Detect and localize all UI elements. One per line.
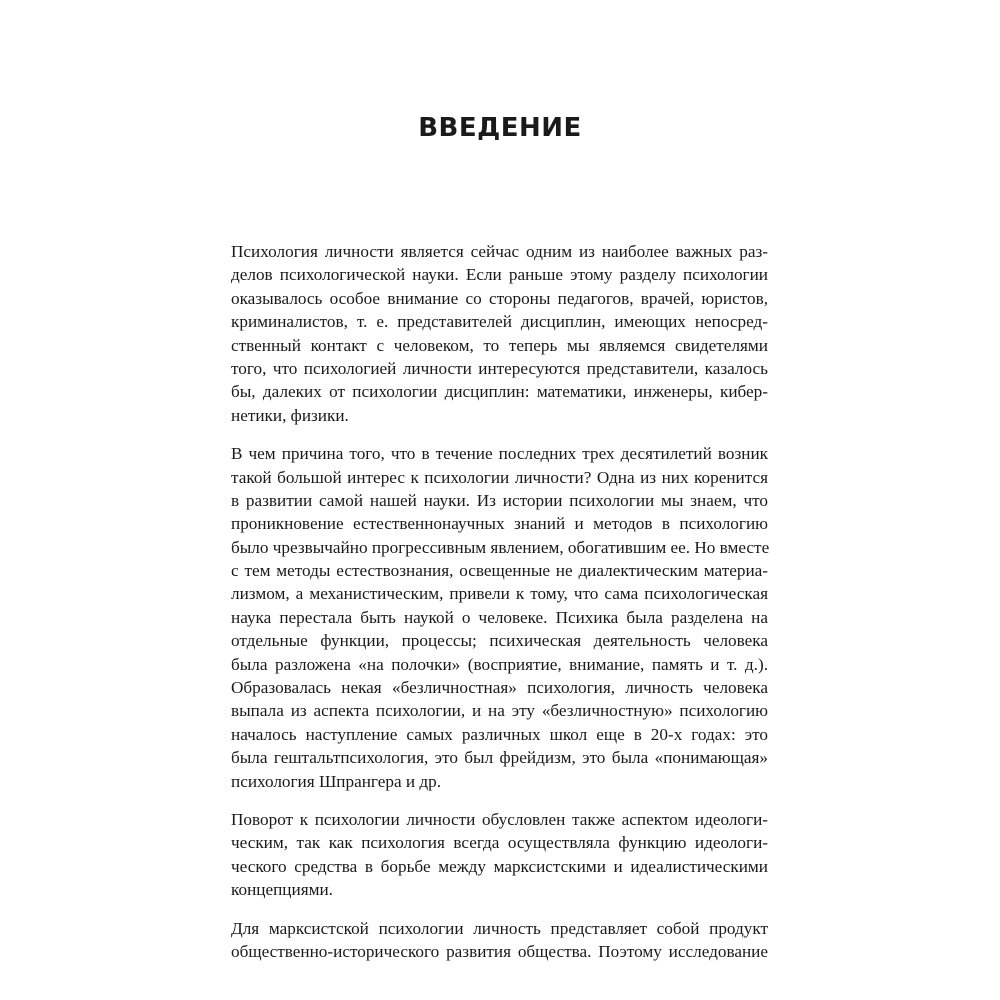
- text-line: ческим, так как психология всегда осуществляла функцию идеологи-: [231, 833, 768, 853]
- text-line: бы, далеких от психологии дисциплин: математики, инженеры, кибер-: [231, 382, 768, 402]
- text-line: проникновение естественнонаучных знаний и методов в психологию: [231, 514, 768, 534]
- text-line: В чем причина того, что в течение последних трех десятилетий возник: [231, 444, 768, 464]
- paragraph: [231, 240, 768, 427]
- text-line: такой большой интерес к психологии личности? Одна из них коренится: [231, 467, 768, 487]
- text-line: общественно-исторического развития общества. Поэтому исследование: [231, 941, 768, 961]
- text-line: Психология личности является сейчас одним из наиболее важных раз-: [231, 242, 768, 261]
- text-line: ческого средства в борьбе между марксистскими и идеалистическими: [231, 856, 768, 876]
- text-line: лизмом, а механистическим, привели к тому, что сама психологическая: [231, 584, 768, 604]
- text-line: психология Шпрангера и др.: [231, 771, 442, 791]
- paragraph: [231, 442, 768, 793]
- text-line: того, что психологией личности интересуются представители, казалось: [231, 358, 768, 378]
- text-line: началось наступление самых различных школ еще в 20-х годах: это: [231, 724, 768, 744]
- text-line: была разложена «на полочки» (восприятие, внимание, память и т. д.).: [231, 654, 768, 674]
- text-line: криминалистов, т. е. представителей дисциплин, имеющих непосред-: [231, 312, 768, 332]
- text-line: оказывалось особое внимание со стороны педагогов, врачей, юристов,: [231, 288, 768, 308]
- text-line: в развитии самой нашей науки. Из истории психологии мы знаем, что: [231, 490, 768, 510]
- text-line: выпала из аспекта психологии, и на эту «безличностную» психологию: [231, 701, 768, 721]
- text-line: наука перестала быть наукой о человеке. Психика была разделена на: [231, 607, 768, 627]
- text-line: нетики, физики.: [231, 405, 349, 425]
- body-text: [231, 240, 768, 978]
- text-line: была гештальтпсихология, это был фрейдизм, это была «понимающая»: [231, 748, 768, 768]
- text-line: с тем методы естествознания, освещенные не диалектическим материа-: [231, 561, 768, 581]
- text-line: ственный контакт с человеком, то теперь мы являемся свидетелями: [231, 335, 768, 355]
- text-line: было чрезвычайно прогрессивным явлением, обогатившим ее. Но вместе: [231, 537, 770, 557]
- paragraph: [231, 808, 768, 902]
- text-line: Для марксистской психологии личность представляет собой продукт: [231, 918, 768, 938]
- chapter-title: ВВЕДЕНИЕ: [418, 113, 582, 143]
- text-line: Поворот к психологии личности обусловлен также аспектом идеологи-: [231, 809, 768, 829]
- paragraph: [231, 917, 768, 964]
- text-line: отдельные функции, процессы; психическая деятельность человека: [231, 631, 768, 651]
- text-line: концепциями.: [231, 880, 333, 900]
- text-line: Образовалась некая «безличностная» психология, личность человека: [231, 678, 768, 698]
- text-line: делов психологической науки. Если раньше этому разделу психологии: [231, 265, 768, 285]
